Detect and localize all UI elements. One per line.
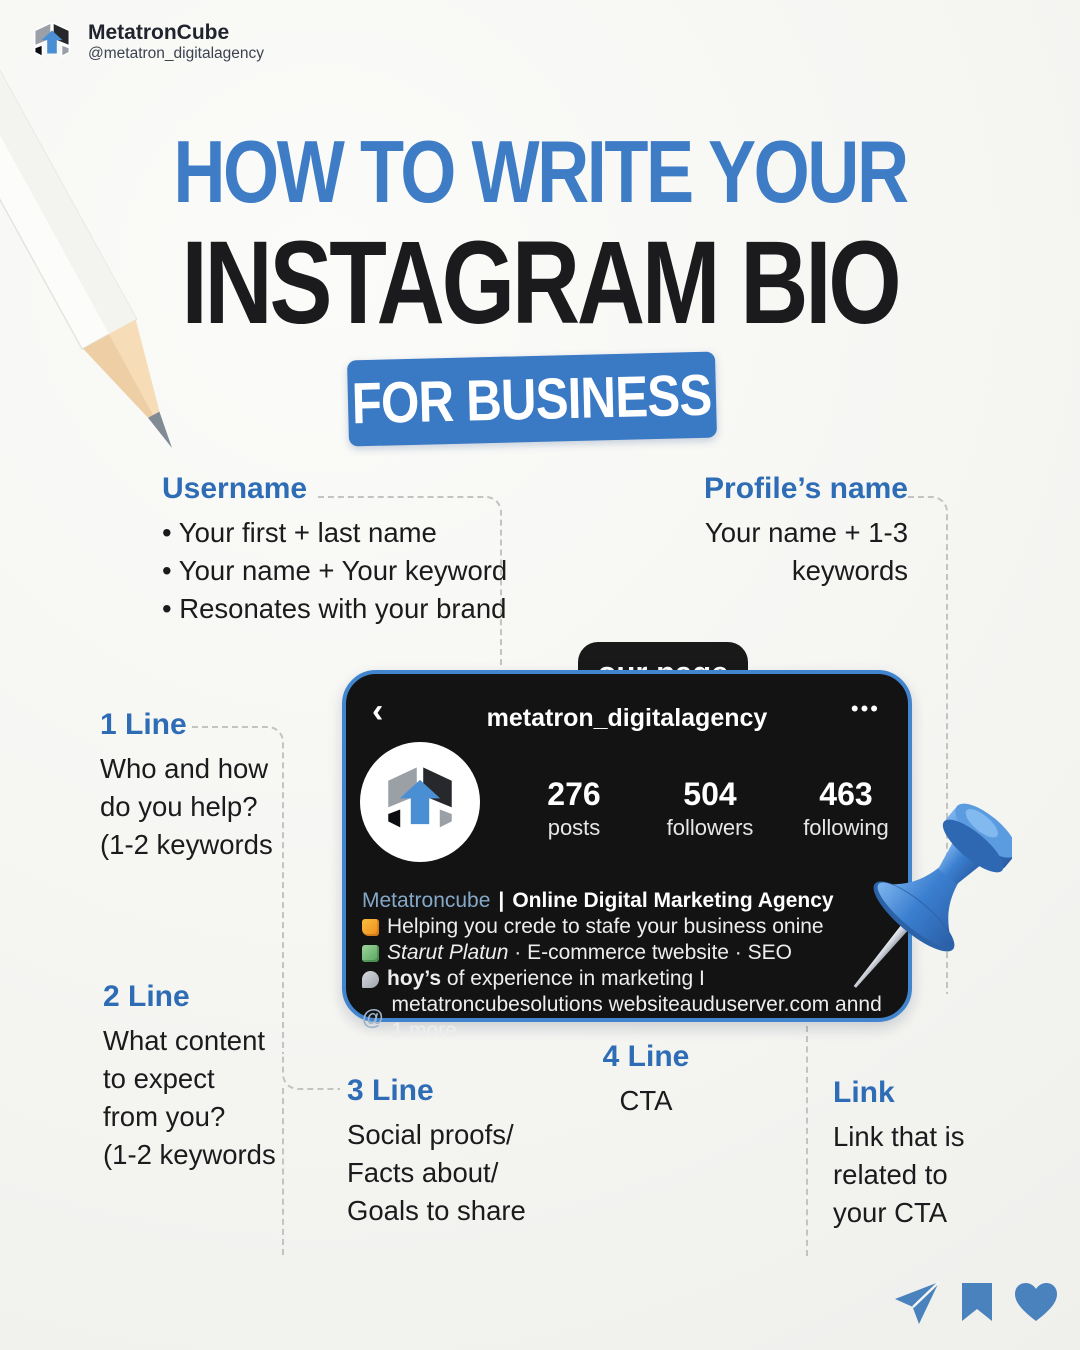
section-line1	[100, 708, 300, 864]
line2-text: to expect	[103, 1063, 215, 1094]
line1-text: do you help?	[100, 791, 258, 822]
profile-avatar[interactable]	[360, 742, 480, 862]
section-line1-heading: 1 Line	[100, 708, 187, 741]
section-username	[162, 472, 542, 628]
section-line2-heading: 2 Line	[103, 980, 190, 1013]
stat-following-label: following	[803, 815, 889, 840]
section-link-heading: Link	[833, 1076, 895, 1109]
stat-posts-value: 276	[547, 776, 601, 812]
section-line3-heading: 3 Line	[347, 1074, 434, 1107]
footer-actions	[893, 1280, 1059, 1324]
stat-posts[interactable]	[524, 776, 624, 841]
link-text: related to	[833, 1159, 948, 1190]
section-line2	[103, 980, 303, 1174]
link-text: your CTA	[833, 1197, 948, 1228]
username-bullet: • Your name + Your keyword	[162, 552, 542, 590]
line3-text: Facts about/	[347, 1157, 499, 1188]
stat-following-value: 463	[819, 776, 873, 812]
line2-text: (1-2 keywords	[103, 1139, 276, 1170]
bio-line-4-bold: hoy’s	[387, 967, 442, 990]
bio-line-4: of experience in marketing I	[446, 967, 705, 990]
speech-bubble-icon	[362, 971, 379, 988]
section-link	[833, 1076, 1013, 1232]
profile-name-text: keywords	[791, 555, 908, 586]
section-line3	[347, 1074, 577, 1230]
section-profile-name	[660, 472, 908, 590]
connector-link	[806, 1026, 808, 1256]
stat-followers[interactable]	[660, 776, 760, 841]
username-bullet: • Resonates with your brand	[162, 590, 542, 628]
pencil-illustration	[0, 60, 260, 480]
title-badge	[347, 352, 717, 447]
profile-name-text: Your name + 1-3	[704, 517, 908, 548]
title-line-2: INSTAGRAM BIO	[181, 217, 899, 349]
section-username-heading: Username	[162, 472, 308, 505]
section-line4	[586, 1040, 706, 1120]
bio-title: Online Digital Marketing Agency	[512, 889, 834, 912]
metatroncube-logo-icon	[374, 756, 466, 848]
line1-text: (1-2 keywords	[100, 829, 273, 860]
link-text: Link that is	[833, 1121, 965, 1152]
section-profile-name-heading: Profile’s name	[704, 472, 908, 505]
green-book-icon	[362, 945, 379, 962]
line3-text: Goals to share	[347, 1195, 526, 1226]
metatroncube-logo-icon	[28, 18, 76, 66]
stat-posts-label: posts	[547, 815, 601, 840]
profile-username: metatron_digitalagency	[486, 704, 768, 732]
back-icon[interactable]: ‹	[372, 692, 384, 730]
bio-name: Metatroncube	[362, 889, 491, 912]
brand-header	[28, 18, 264, 66]
bio-website-link[interactable]: metatroncubesolutions websiteauduserver.com annd 1 more	[391, 993, 882, 1042]
bio-line-2: Helping you crede to stafe your business onine	[387, 915, 824, 938]
more-options-icon[interactable]: •••	[850, 696, 880, 721]
username-bullet: • Your first + last name	[162, 514, 542, 552]
bio-line-3: · E-commerce twebsite · SEO	[514, 941, 792, 964]
stat-followers-value: 504	[683, 776, 737, 812]
section-line4-heading: 4 Line	[602, 1040, 690, 1073]
share-icon[interactable]	[893, 1280, 941, 1324]
brand-handle: @metatron_digitalagency	[88, 45, 265, 63]
line4-text: CTA	[619, 1085, 673, 1116]
line1-text: Who and how	[100, 753, 269, 784]
push-pin-illustration	[812, 775, 1012, 1025]
at-icon: @	[362, 1005, 384, 1030]
orange-note-icon	[362, 919, 379, 936]
line3-text: Social proofs/	[347, 1119, 514, 1150]
bio-line-3-italic: Starut Platun	[387, 941, 509, 964]
brand-name: MetatronCube	[88, 20, 230, 44]
title-badge-label: FOR BUSINESS	[351, 362, 713, 436]
bio-divider: |	[498, 889, 505, 912]
title-line-1: HOW TO WRITE YOUR	[173, 122, 907, 221]
line2-text: from you?	[103, 1101, 226, 1132]
stat-followers-label: followers	[666, 815, 754, 840]
bookmark-icon[interactable]	[959, 1281, 995, 1323]
heart-icon[interactable]	[1013, 1281, 1059, 1323]
line2-text: What content	[103, 1025, 266, 1056]
